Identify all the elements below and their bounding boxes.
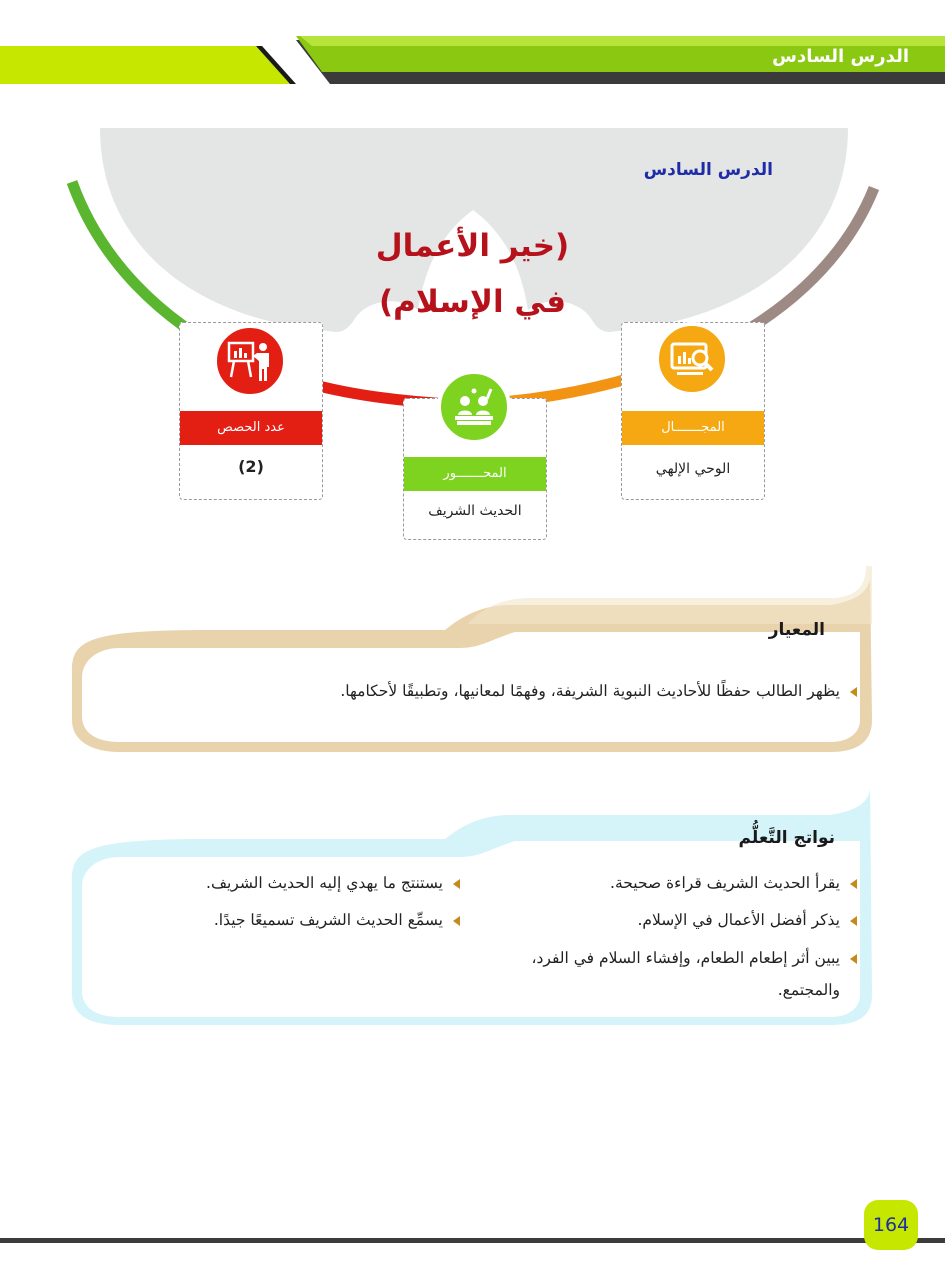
outcome-item: يقرأ الحديث الشريف قراءة صحيحة. [497, 868, 857, 898]
page-number: 164 [864, 1200, 918, 1250]
axis-label: المحـــــــور [404, 457, 546, 491]
outcome-item-continuation: والمجتمع. [777, 981, 840, 999]
outcome-item: يبين أثر إطعام الطعام، وإفشاء السلام في الفرد، [497, 943, 857, 973]
standard-title: المعيار [768, 620, 825, 640]
footer-line [0, 1238, 945, 1243]
axis-value: الحديث الشريف [428, 503, 522, 519]
lesson-title [300, 218, 645, 330]
lesson-title-line2: في الإسلام) [378, 284, 567, 320]
outcome-item: يستنتج ما يهدي إليه الحديث الشريف. [130, 868, 460, 898]
group-raising-hand-icon [437, 370, 511, 444]
outcome-item: يسمِّع الحديث الشريف تسميعًا جيدًا. [130, 905, 460, 935]
presenter-board-icon [213, 324, 287, 398]
outcomes-title: نواتج التَّعلُّم [738, 828, 835, 848]
sessions-value: (2) [238, 457, 264, 476]
bullet-arrow-icon [453, 879, 460, 889]
bullet-arrow-icon [850, 687, 857, 697]
bullet-arrow-icon [850, 879, 857, 889]
standard-text: يظهر الطالب حفظًا للأحاديث النبوية الشريفة، وفهمًا لمعانيها، وتطبيقًا لأحكامها. [340, 682, 840, 700]
standard-card-frame [60, 560, 890, 765]
hero-lesson-label: الدرس السادس [643, 160, 773, 180]
header-lesson-title: الدرس السادس [772, 46, 909, 67]
lesson-title-line1: (خير الأعمال [375, 228, 570, 264]
domain-label: المجـــــــال [622, 411, 764, 445]
monitor-search-icon [655, 322, 729, 396]
bullet-arrow-icon [453, 916, 460, 926]
outcome-item: يذكر أفضل الأعمال في الإسلام. [497, 905, 857, 935]
bullet-arrow-icon [850, 954, 857, 964]
bullet-arrow-icon [850, 916, 857, 926]
domain-value: الوحي الإلهي [655, 461, 731, 477]
sessions-label: عدد الحصص [180, 411, 322, 445]
standard-text-row [237, 676, 857, 706]
